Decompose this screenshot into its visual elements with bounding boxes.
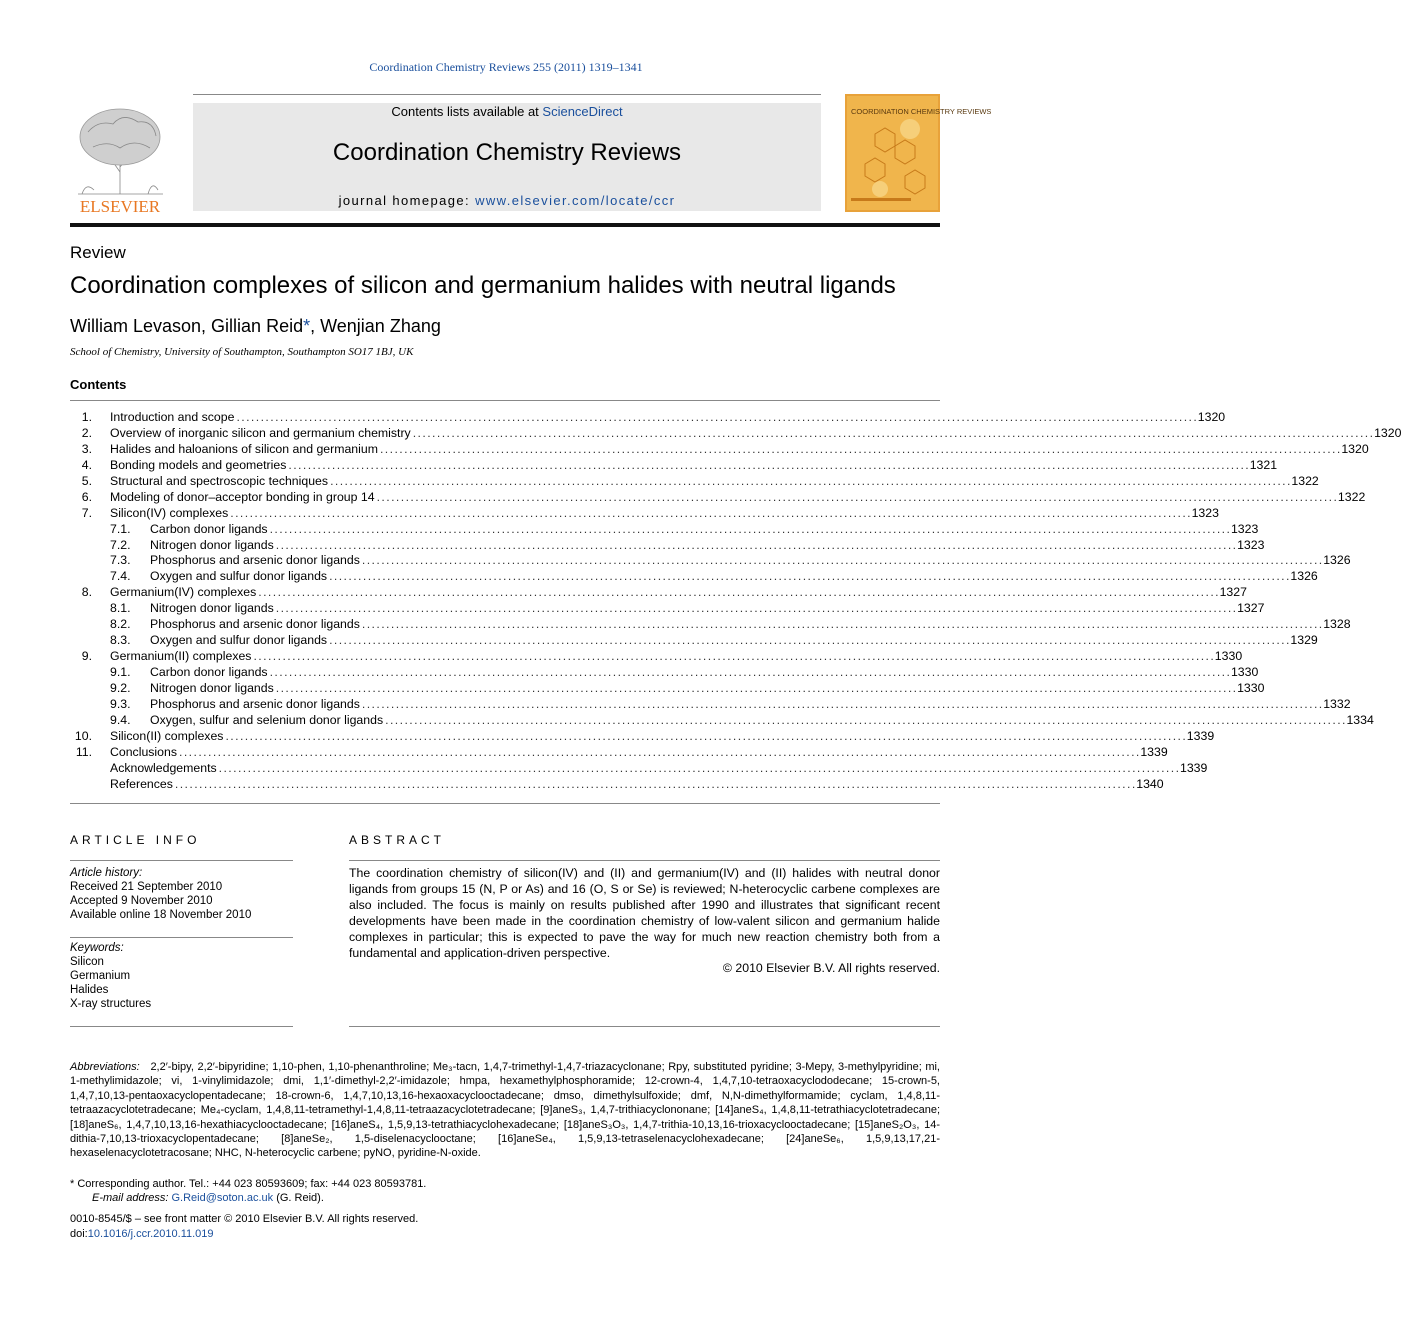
toc-page[interactable]: 1334 bbox=[1346, 712, 1374, 727]
toc-number: 10. bbox=[74, 728, 92, 743]
toc-number: 6. bbox=[81, 489, 92, 504]
toc-number: 7.2. bbox=[110, 537, 131, 552]
abstract-copyright: © 2010 Elsevier B.V. All rights reserved. bbox=[722, 961, 940, 975]
toc-number: 7. bbox=[81, 505, 92, 520]
keyword: Halides bbox=[70, 984, 109, 996]
toc-entry[interactable] bbox=[70, 537, 1265, 554]
toc-leader bbox=[230, 506, 1189, 522]
toc-leader bbox=[288, 458, 1247, 474]
received-date: Received 21 September 2010 bbox=[70, 881, 223, 893]
toc-label[interactable]: Overview of inorganic silicon and germanium chemistry bbox=[110, 425, 411, 440]
toc-label[interactable]: Nitrogen donor ligands bbox=[150, 680, 274, 695]
toc-line bbox=[110, 457, 1278, 474]
toc-page[interactable]: 1323 bbox=[1230, 521, 1259, 536]
front-matter-footer bbox=[70, 1212, 418, 1242]
toc-number: 9.3. bbox=[110, 696, 131, 711]
toc-leader bbox=[329, 633, 1288, 649]
toc-leader bbox=[258, 585, 1217, 601]
toc-entry[interactable] bbox=[70, 505, 1219, 522]
accepted-date: Accepted 9 November 2010 bbox=[70, 895, 213, 907]
email-link[interactable]: G.Reid@soton.ac.uk bbox=[171, 1192, 274, 1205]
toc-page[interactable]: 1320 bbox=[1374, 425, 1401, 440]
toc-line bbox=[110, 441, 1369, 458]
toc-page[interactable]: 1320 bbox=[1197, 410, 1226, 424]
toc-page[interactable]: 1339 bbox=[1179, 760, 1208, 775]
toc-number: 8. bbox=[81, 585, 92, 600]
toc-leader bbox=[225, 729, 1184, 745]
toc-label[interactable]: Germanium(II) complexes bbox=[110, 649, 252, 664]
toc-leader bbox=[380, 442, 1339, 458]
toc-label[interactable]: Bonding models and geometries bbox=[110, 457, 287, 472]
toc-number: 2. bbox=[81, 425, 92, 440]
author-list: William Levason, Gillian Reid*, Wenjian Zhang bbox=[70, 316, 441, 336]
toc-entry[interactable] bbox=[70, 489, 1366, 506]
toc-label[interactable]: Oxygen and sulfur donor ligands bbox=[150, 569, 328, 584]
toc-line bbox=[110, 728, 1215, 745]
toc-label[interactable]: Germanium(IV) complexes bbox=[110, 585, 257, 600]
toc-page[interactable]: 1326 bbox=[1323, 553, 1351, 568]
abbreviations-label: Abbreviations: bbox=[70, 1061, 140, 1073]
toc-line bbox=[150, 521, 1259, 538]
toc-line bbox=[150, 601, 1265, 617]
toc-number: 7.4. bbox=[110, 569, 131, 584]
toc-label[interactable]: Carbon donor ligands bbox=[150, 521, 268, 536]
toc-leader bbox=[362, 553, 1321, 569]
keywords-block bbox=[70, 941, 293, 1011]
toc-leader bbox=[385, 713, 1344, 729]
toc-line bbox=[150, 633, 1318, 649]
toc-entry[interactable] bbox=[70, 680, 1265, 697]
toc-leader bbox=[330, 474, 1289, 490]
toc-line bbox=[150, 712, 1374, 729]
contents-availability: Contents lists available at ScienceDirect bbox=[391, 104, 623, 119]
contents-heading: Contents bbox=[70, 377, 127, 392]
keywords-rule bbox=[70, 1026, 293, 1027]
toc-line bbox=[150, 696, 1351, 713]
abbreviations-text: 2,2′-bipy, 2,2′-bipyridine; 1,10-phen, 1,10-phenanthroline; Me₃-tacn, 1,4,7-trimethyl-1,4,7-triazacyclonane; Rpy, substituted pyridine; 3-Mepy, 3-methylpyridine; mi, 1-methylimidazole; vi, 1-vinylimidazole; dmi, 1,1′-dimethyl-2,2′-imidazole; hmpa, hexamethylphosphoramide; 12-crown-4, 1,4,7,10-tetraoxacyclododecane; 15-crown-5, 1,4,7,10,13-pentaoxacyclopentadecane; 18-crown-6, 1,4,7,10,13,16-hexaoxacyclooctadecane; dmso, dimethylsulfoxide; dmf, N,N-dimethylformamide; cyclam, 1,4,8,11-tetraazacyclotetradecane; Me₄-cyclam, 1,4,8,11-tetramethyl-1,4,8,11-tetraazacyclotetradecane; [9]aneS₃, 1,4,7-trithiacyclononane; [14]aneS₄, 1,4,8,11-tetrathiacyclotetradecane; [18]aneS₆, 1,4,7,10,13,16-hexathiacyclooctadecane; [16]aneS₄, 1,5,9,13-tetrathiacyclohexadecane; [18]aneS₃O₃, 1,4,7-trithia-10,13,16-trioxacyclooctadecane; [15]aneS₂O₃, 14-dithia-7,10,13-trioxacyclopentadecane; [8]aneSe₂, 1,5-diselenacyclooctane; [16]aneSe₄, 1,5,9,13-tetraselenacyclohexadecane; [24]aneSe₆, 1,5,9,13,17,21-hexaselenacyclotetracosane; NHC, N-heterocyclic carbene; pyNO, pyridine-N-oxide. bbox=[70, 1061, 940, 1160]
toc-number: 11. bbox=[75, 744, 92, 759]
abstract-rule bbox=[349, 860, 940, 861]
toc-entry[interactable] bbox=[70, 728, 1215, 745]
toc-label[interactable]: Nitrogen donor ligands bbox=[150, 537, 274, 552]
toc-label[interactable]: Phosphorus and arsenic donor ligands bbox=[150, 696, 360, 711]
table-of-contents bbox=[70, 410, 1401, 793]
toc-entry[interactable] bbox=[70, 585, 1247, 601]
toc-line bbox=[150, 569, 1318, 585]
affiliation: School of Chemistry, University of Southampton, Southampton SO17 1BJ, UK bbox=[70, 346, 414, 358]
toc-number: 1. bbox=[81, 410, 92, 424]
toc-entry[interactable] bbox=[70, 617, 1351, 633]
toc-label[interactable]: Halides and haloanions of silicon and germanium bbox=[110, 441, 378, 456]
keyword: X-ray structures bbox=[70, 998, 152, 1010]
toc-leader bbox=[377, 490, 1336, 506]
toc-entry[interactable] bbox=[70, 712, 1374, 729]
abstract-bottom-rule bbox=[349, 1026, 940, 1027]
cover-title: COORDINATION CHEMISTRY REVIEWS bbox=[851, 107, 992, 116]
toc-label[interactable]: Silicon(IV) complexes bbox=[110, 505, 229, 520]
toc-label[interactable]: Nitrogen donor ligands bbox=[150, 601, 274, 616]
toc-page[interactable]: 1322 bbox=[1337, 489, 1366, 504]
online-date: Available online 18 November 2010 bbox=[70, 909, 252, 921]
abstract-text: The coordination chemistry of silicon(IV) and (II) and germanium(IV) and (II) halides with neutral donor ligands from groups 15 (N, P or As) and 16 (O, S or Se) is reviewed; N-heterocyclic carbene complexes are also included. The focus is mainly on results published after 1990 and illustrates that significant recent developments have been made in the coordination chemistry of low-valent silicon and germanium halide complexes in particular; this is expected to pave the way for much new reaction chemistry both from a fundamental and application-driven perspective. bbox=[349, 866, 940, 961]
toc-number: 3. bbox=[81, 441, 92, 456]
article-info-rule bbox=[70, 860, 293, 861]
toc-number: 7.3. bbox=[110, 553, 131, 568]
toc-page[interactable]: 1323 bbox=[1237, 537, 1265, 552]
toc-page[interactable]: 1329 bbox=[1290, 633, 1318, 648]
elsevier-logo[interactable] bbox=[68, 102, 173, 214]
issn-line: 0010-8545/$ – see front matter © 2010 Elsevier B.V. All rights reserved. bbox=[70, 1213, 419, 1225]
toc-label[interactable]: Carbon donor ligands bbox=[150, 665, 268, 679]
toc-line bbox=[110, 760, 1208, 777]
toc-number: 8.2. bbox=[110, 617, 131, 632]
toc-page[interactable]: 1340 bbox=[1136, 776, 1164, 791]
toc-line bbox=[150, 617, 1351, 633]
toc-line bbox=[110, 425, 1401, 442]
toc-page[interactable]: 1323 bbox=[1191, 505, 1219, 520]
toc-leader bbox=[236, 410, 1195, 426]
keyword: Silicon bbox=[70, 956, 104, 968]
journal-cover-icon bbox=[845, 94, 992, 212]
toc-number: 9. bbox=[81, 649, 92, 664]
history-label: Article history: bbox=[70, 867, 143, 879]
toc-leader bbox=[276, 681, 1235, 697]
toc-label[interactable]: Silicon(II) complexes bbox=[110, 728, 224, 743]
toc-line bbox=[150, 553, 1351, 569]
toc-page[interactable]: 1332 bbox=[1323, 696, 1351, 711]
article-info-heading: ARTICLE INFO bbox=[70, 833, 201, 847]
toc-entry[interactable] bbox=[70, 665, 1259, 681]
toc-label[interactable]: Acknowledgements bbox=[110, 760, 217, 775]
toc-number: 5. bbox=[81, 473, 92, 488]
header-divider bbox=[70, 223, 940, 227]
toc-label[interactable]: Oxygen and sulfur donor ligands bbox=[150, 633, 328, 648]
toc-label[interactable]: Oxygen, sulfur and selenium donor ligands bbox=[150, 712, 384, 727]
toc-leader bbox=[175, 777, 1134, 793]
article-type: Review bbox=[70, 243, 126, 262]
corresponding-author-link[interactable]: * bbox=[303, 316, 311, 336]
toc-entry[interactable] bbox=[70, 521, 1259, 538]
toc-number: 4. bbox=[81, 457, 92, 472]
corresponding-author-line: * Corresponding author. Tel.: +44 023 80593609; fax: +44 023 80593781. bbox=[70, 1178, 427, 1190]
toc-entry[interactable] bbox=[70, 601, 1265, 617]
toc-leader bbox=[276, 538, 1235, 554]
toc-page[interactable]: 1328 bbox=[1323, 617, 1351, 632]
toc-page[interactable]: 1322 bbox=[1291, 473, 1319, 488]
homepage-link[interactable]: www.elsevier.com/locate/ccr bbox=[475, 193, 676, 208]
sciencedirect-link[interactable]: ScienceDirect bbox=[542, 104, 623, 119]
toc-entry[interactable] bbox=[70, 553, 1351, 569]
correspondence bbox=[70, 1177, 940, 1206]
toc-line bbox=[150, 665, 1259, 681]
elsevier-wordmark: ELSEVIER bbox=[79, 197, 161, 216]
toc-label[interactable]: Phosphorus and arsenic donor ligands bbox=[150, 553, 360, 568]
journal-cover[interactable] bbox=[845, 94, 992, 212]
toc-entry[interactable] bbox=[70, 776, 1164, 793]
toc-page[interactable]: 1339 bbox=[1186, 728, 1215, 743]
elsevier-tree-icon bbox=[68, 102, 173, 214]
toc-entry[interactable] bbox=[70, 473, 1319, 490]
header-top-rule bbox=[193, 94, 821, 95]
doi-line: doi:10.1016/j.ccr.2010.11.019 bbox=[70, 1228, 214, 1240]
article-title: Coordination complexes of silicon and germanium halides with neutral ligands bbox=[70, 272, 896, 299]
toc-leader bbox=[362, 697, 1321, 713]
toc-label[interactable]: Introduction and scope bbox=[110, 410, 235, 424]
toc-leader bbox=[276, 601, 1235, 617]
toc-page[interactable]: 1330 bbox=[1214, 649, 1243, 664]
toc-page[interactable]: 1327 bbox=[1219, 585, 1247, 600]
keyword: Germanium bbox=[70, 970, 131, 982]
toc-entry[interactable] bbox=[70, 744, 1168, 761]
toc-page[interactable]: 1339 bbox=[1140, 744, 1168, 759]
toc-leader bbox=[270, 665, 1229, 681]
toc-entry[interactable] bbox=[70, 569, 1318, 585]
toc-leader bbox=[179, 745, 1138, 761]
journal-header bbox=[193, 103, 821, 211]
toc-entry[interactable] bbox=[70, 410, 1226, 426]
toc-leader bbox=[329, 569, 1288, 585]
toc-leader bbox=[253, 649, 1212, 665]
toc-leader bbox=[219, 761, 1178, 777]
toc-line bbox=[110, 776, 1164, 793]
toc-line bbox=[110, 473, 1319, 490]
toc-line bbox=[110, 505, 1219, 522]
toc-page[interactable]: 1326 bbox=[1290, 569, 1318, 584]
toc-number: 8.1. bbox=[110, 601, 131, 616]
toc-entry[interactable] bbox=[70, 457, 1278, 474]
toc-number: 7.1. bbox=[110, 521, 131, 536]
toc-leader bbox=[362, 617, 1321, 633]
journal-homepage: journal homepage: www.elsevier.com/locate/ccr bbox=[338, 193, 676, 208]
toc-label[interactable]: Modeling of donor–acceptor bonding in group 14 bbox=[110, 489, 375, 504]
toc-page[interactable]: 1320 bbox=[1341, 441, 1369, 456]
toc-line bbox=[110, 744, 1168, 761]
keywords-label: Keywords: bbox=[70, 942, 124, 954]
toc-label[interactable]: Conclusions bbox=[110, 744, 177, 759]
toc-page[interactable]: 1330 bbox=[1230, 665, 1259, 679]
toc-line bbox=[110, 649, 1243, 665]
toc-entry[interactable] bbox=[70, 633, 1318, 649]
toc-number: 9.2. bbox=[110, 680, 131, 695]
contents-bottom-rule bbox=[70, 803, 940, 804]
doi-link[interactable]: 10.1016/j.ccr.2010.11.019 bbox=[87, 1228, 214, 1240]
journal-citation[interactable]: Coordination Chemistry Reviews 255 (2011) 1319–1341 bbox=[369, 60, 643, 74]
toc-line bbox=[150, 680, 1265, 697]
contents-top-rule bbox=[70, 400, 940, 401]
toc-entry[interactable] bbox=[70, 696, 1351, 713]
toc-line bbox=[150, 537, 1265, 554]
toc-entry[interactable] bbox=[70, 649, 1243, 665]
journal-name: Coordination Chemistry Reviews bbox=[332, 139, 682, 166]
toc-leader bbox=[270, 522, 1229, 538]
toc-page[interactable]: 1330 bbox=[1237, 680, 1265, 695]
toc-number: 8.3. bbox=[110, 633, 131, 648]
email-line: E-mail address: G.Reid@soton.ac.uk (G. Reid). bbox=[92, 1192, 324, 1205]
article-history bbox=[70, 866, 293, 922]
toc-entry[interactable] bbox=[70, 760, 1208, 777]
toc-line bbox=[110, 489, 1366, 506]
toc-label[interactable]: References bbox=[110, 776, 173, 791]
history-rule bbox=[70, 937, 293, 938]
toc-page[interactable]: 1321 bbox=[1249, 457, 1278, 472]
toc-number: 9.1. bbox=[110, 665, 131, 679]
toc-label[interactable]: Structural and spectroscopic techniques bbox=[110, 473, 329, 488]
toc-label[interactable]: Phosphorus and arsenic donor ligands bbox=[150, 617, 360, 632]
toc-line bbox=[110, 585, 1247, 601]
abbreviations bbox=[70, 1060, 940, 1161]
toc-number: 9.4. bbox=[110, 712, 131, 727]
toc-entry[interactable] bbox=[70, 425, 1401, 442]
toc-leader bbox=[413, 426, 1372, 442]
toc-page[interactable]: 1327 bbox=[1237, 601, 1265, 616]
toc-entry[interactable] bbox=[70, 441, 1369, 458]
toc-line bbox=[110, 410, 1226, 426]
abstract-heading: ABSTRACT bbox=[349, 833, 446, 847]
